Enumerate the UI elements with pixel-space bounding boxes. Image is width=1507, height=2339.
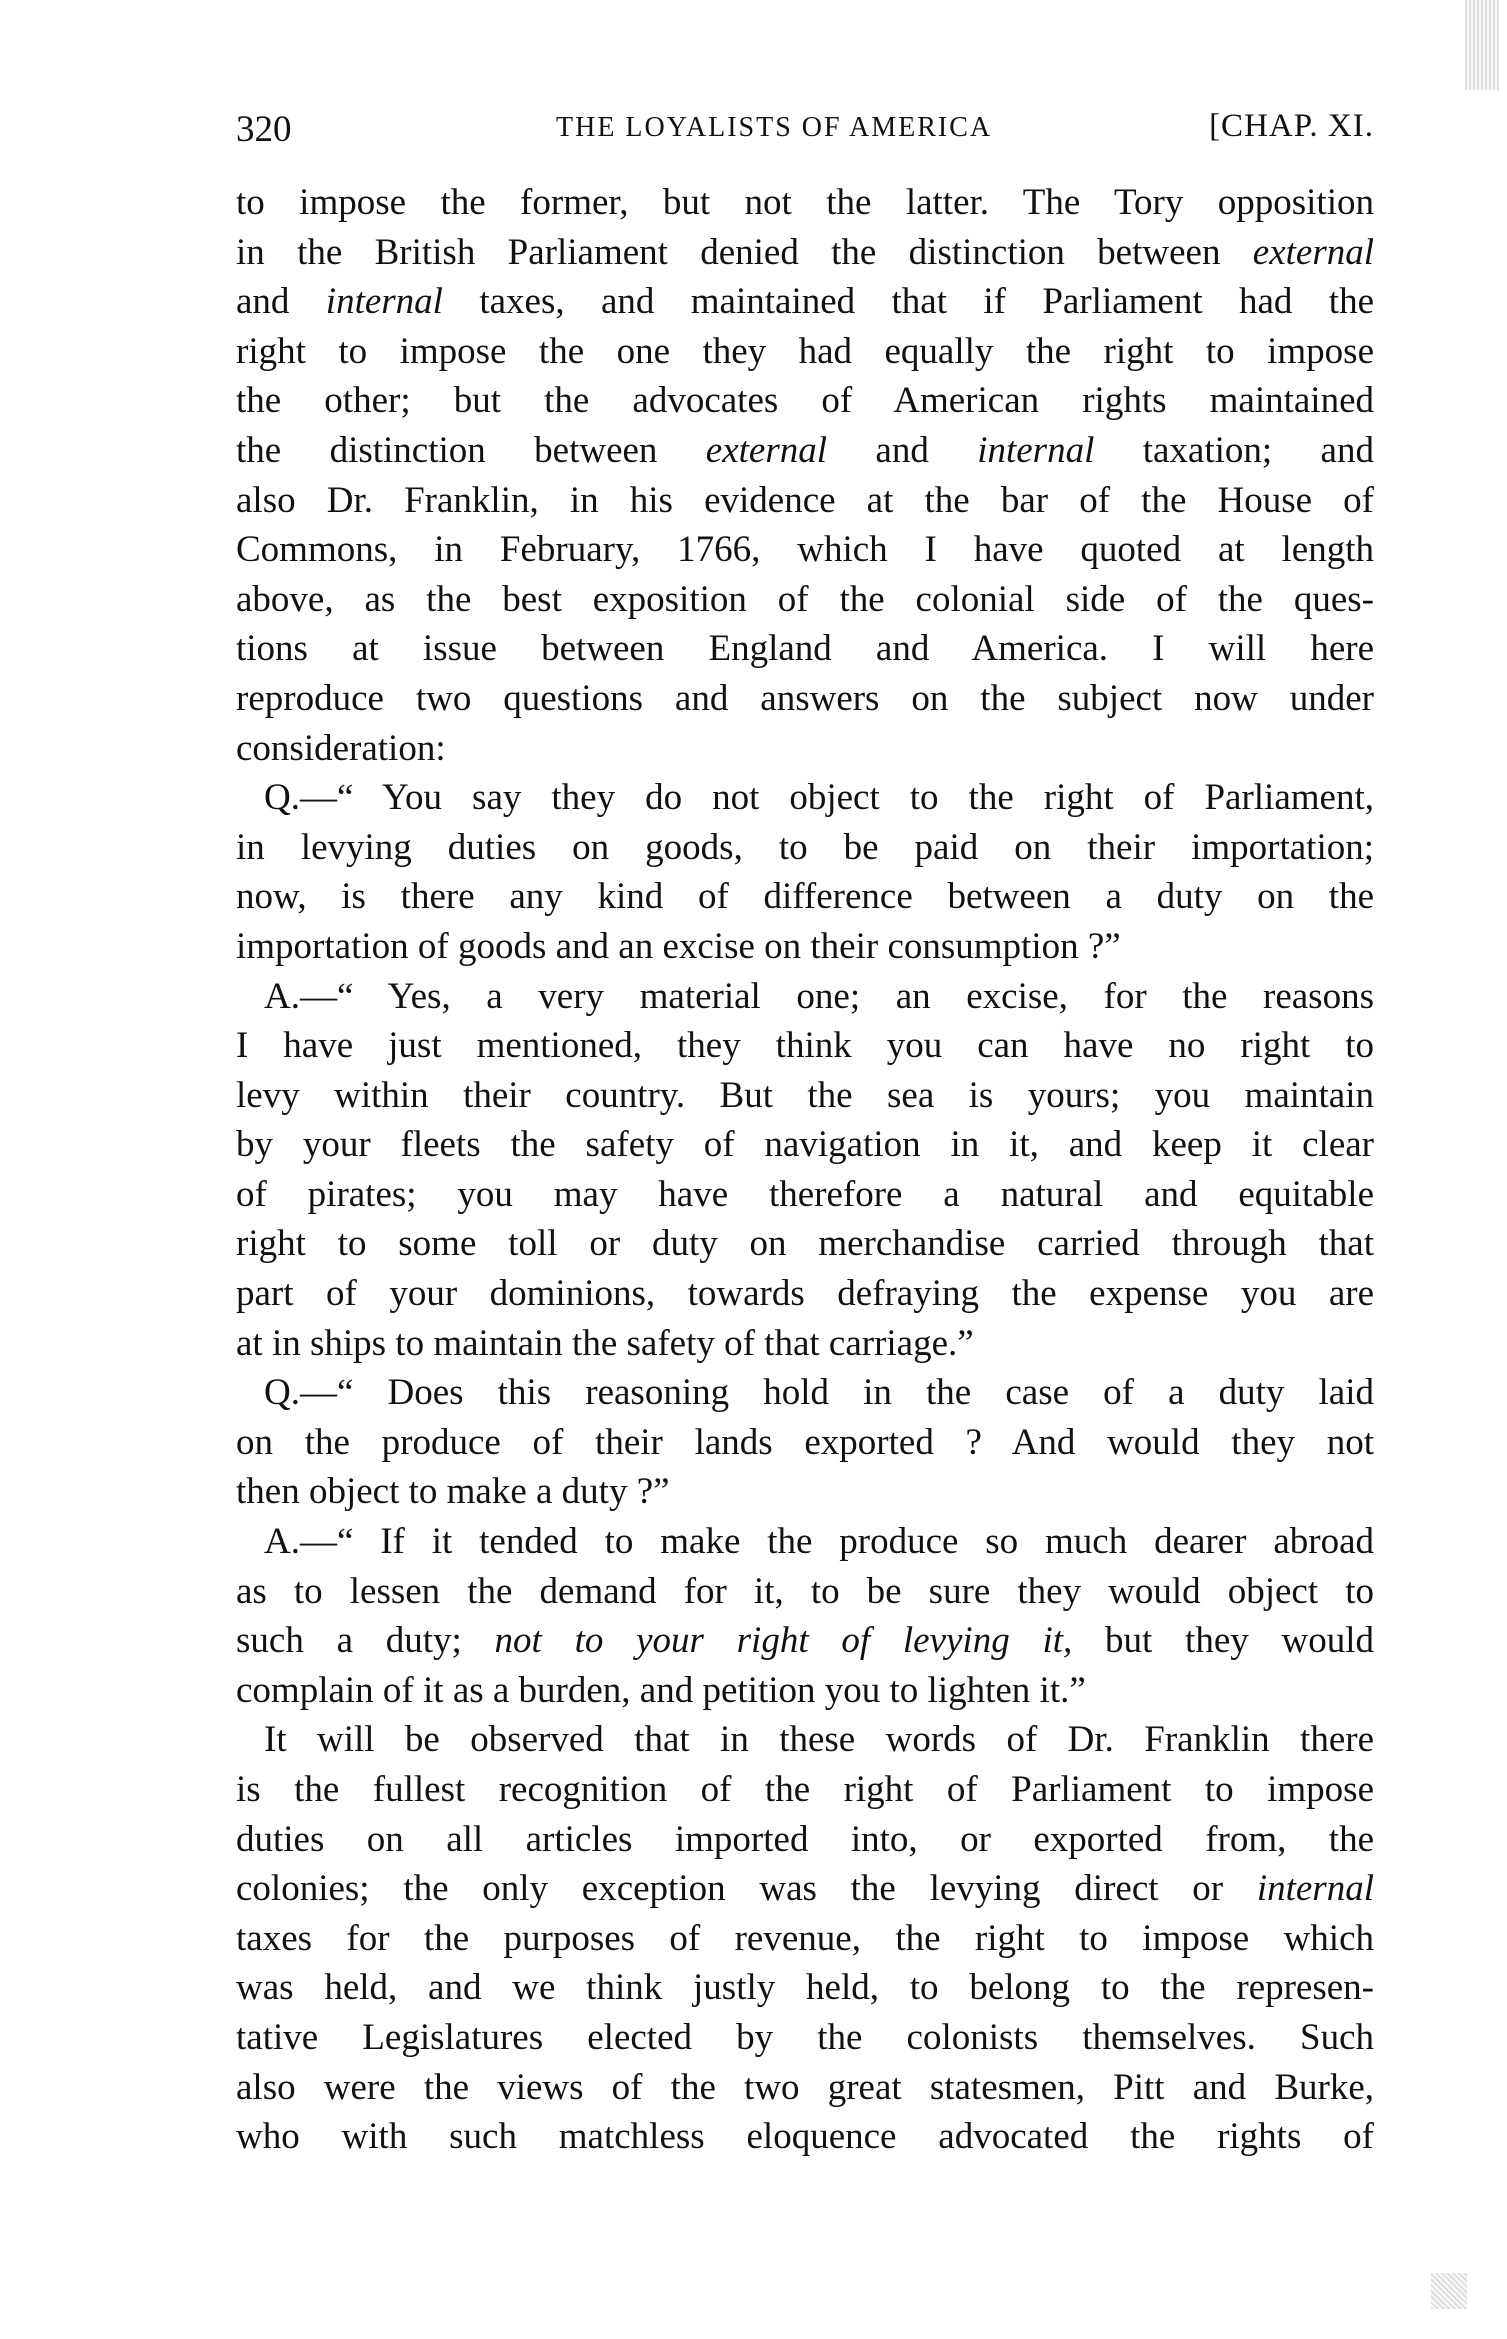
- text-line: tative Legislatures elected by the colonists themselves. Such: [236, 2016, 1374, 2058]
- chapter-label: [CHAP. XI.: [1209, 108, 1374, 144]
- italic-term: internal: [1256, 1868, 1374, 1910]
- text-line: who with such matchless eloquence advocated the rights of: [236, 2116, 1374, 2158]
- running-title: THE LOYALISTS OF AMERICA: [556, 112, 993, 143]
- body-text: [236, 178, 1374, 2162]
- running-head: [236, 108, 1374, 158]
- text-line: then object to make a duty ?”: [236, 1471, 670, 1513]
- text-line: the other; but the advocates of American rights maintained: [236, 380, 1374, 422]
- paragraph-opening: [236, 178, 1374, 773]
- italic-term: internal: [325, 281, 443, 323]
- italic-term: internal: [977, 429, 1095, 471]
- text-line: such a duty; not to your right of levying it, but they would: [236, 1620, 1374, 1662]
- text-line: to impose the former, but not the latter. The Tory opposition: [236, 182, 1374, 223]
- text-line: A.—“ Yes, a very material one; an excise, for the reasons: [264, 975, 1374, 1017]
- text-line: as to lessen the demand for it, to be sure they would object to: [236, 1570, 1374, 1612]
- answer-2: [236, 1517, 1374, 1715]
- text-line: Commons, in February, 1766, which I have quoted at length: [236, 529, 1374, 571]
- page-number: 320: [236, 109, 292, 150]
- text-line: importation of goods and an excise on their consumption ?”: [236, 925, 1121, 967]
- paragraph-closing: [236, 1715, 1374, 2161]
- text-line: Q.—“ Does this reasoning hold in the case of a duty laid: [264, 1372, 1374, 1414]
- text-line: also Dr. Franklin, in his evidence at the bar of the House of: [236, 479, 1374, 521]
- text-line: part of your dominions, towards defraying the expense you are: [236, 1273, 1374, 1315]
- scan-corner-artifact: [1431, 2273, 1467, 2309]
- text-line: complain of it as a burden, and petition you to lighten it.”: [236, 1669, 1086, 1711]
- text-line: consideration:: [236, 727, 446, 769]
- text-line: Q.—“ You say they do not object to the right of Parliament,: [264, 777, 1374, 819]
- scan-edge-artifact: [1465, 0, 1499, 90]
- text-line: levy within their country. But the sea is yours; you maintain: [236, 1074, 1374, 1116]
- text-line: I have just mentioned, they think you can have no right to: [236, 1025, 1374, 1067]
- text-line: colonies; the only exception was the levying direct or internal: [236, 1868, 1374, 1910]
- question-1: [236, 773, 1374, 971]
- text-line: It will be observed that in these words of Dr. Franklin there: [264, 1719, 1374, 1761]
- text-line: taxes for the purposes of revenue, the right to impose which: [236, 1917, 1374, 1959]
- text-line: the distinction between external and internal taxation; and: [236, 429, 1374, 471]
- text-line: reproduce two questions and answers on the subject now under: [236, 677, 1374, 719]
- text-line: also were the views of the two great statesmen, Pitt and Burke,: [236, 2066, 1374, 2108]
- text-line: in the British Parliament denied the distinction between external: [236, 231, 1374, 273]
- italic-term: external: [1252, 231, 1374, 273]
- text-line: by your fleets the safety of navigation in it, and keep it clear: [236, 1124, 1374, 1166]
- text-line: A.—“ If it tended to make the produce so much dearer abroad: [264, 1521, 1374, 1563]
- text-line: is the fullest recognition of the right of Parliament to impose: [236, 1769, 1374, 1810]
- text-line: on the produce of their lands exported ? And would they not: [236, 1421, 1374, 1463]
- text-line: at in ships to maintain the safety of that carriage.”: [236, 1322, 974, 1364]
- text-line: duties on all articles imported into, or exported from, the: [236, 1818, 1374, 1860]
- text-line: in levying duties on goods, to be paid on their importation;: [236, 826, 1374, 868]
- text-line: of pirates; you may have therefore a natural and equitable: [236, 1173, 1374, 1215]
- text-line: right to impose the one they had equally the right to impose: [236, 330, 1374, 372]
- text-line: right to some toll or duty on merchandise carried through that: [236, 1223, 1374, 1265]
- italic-term: external: [705, 429, 828, 471]
- italic-phrase: not to your right of levying it,: [494, 1620, 1073, 1662]
- text-line: above, as the best exposition of the colonial side of the ques-: [236, 578, 1374, 620]
- text-line: now, is there any kind of difference between a duty on the: [236, 876, 1374, 918]
- text-line: and internal taxes, and maintained that if Parliament had the: [236, 281, 1374, 323]
- text-line: was held, and we think justly held, to belong to the represen-: [236, 1967, 1374, 2009]
- text-line: tions at issue between England and America. I will here: [236, 628, 1374, 670]
- question-2: [236, 1368, 1374, 1517]
- answer-1: [236, 972, 1374, 1369]
